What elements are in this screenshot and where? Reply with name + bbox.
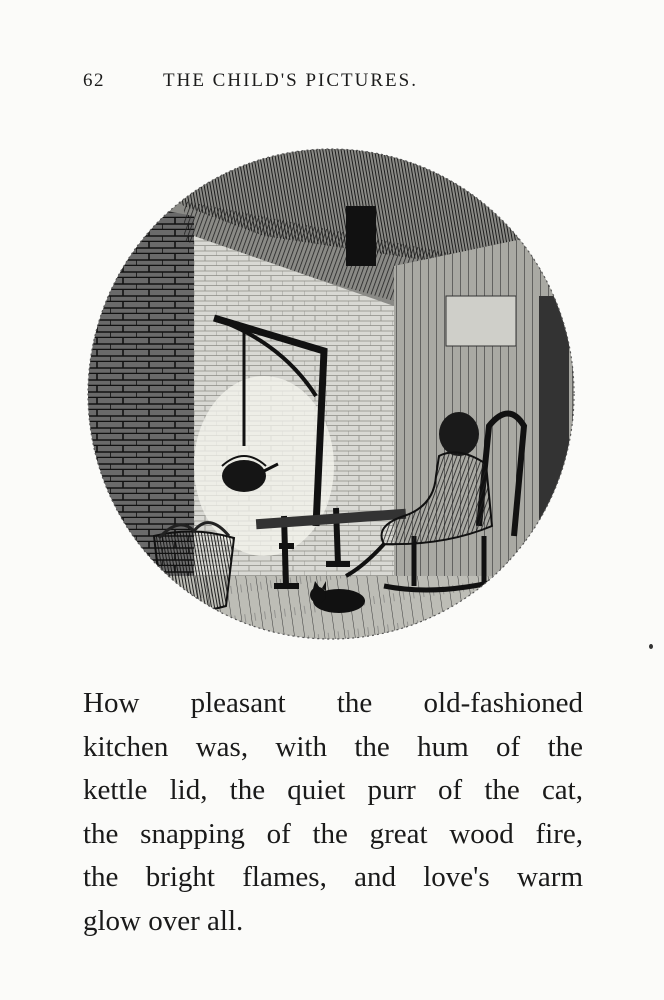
text-line: kitchen was, with the hum of the bbox=[83, 730, 583, 763]
text-line: How pleasant the old-fashioned bbox=[83, 687, 583, 719]
kitchen-illustration bbox=[84, 146, 584, 656]
body-paragraph bbox=[83, 682, 583, 943]
running-title: THE CHILD'S PICTURES. bbox=[163, 70, 418, 91]
page-number: 62 bbox=[83, 70, 105, 91]
text-line: the bright flames, and love's warm bbox=[83, 861, 583, 893]
fireside-kitchen-engraving-icon bbox=[84, 146, 584, 656]
text-line: kettle lid, the quiet purr of the cat, bbox=[83, 774, 583, 806]
page-header bbox=[83, 70, 513, 98]
text-line: glow over all. bbox=[83, 904, 244, 937]
paper-speck bbox=[649, 644, 653, 649]
text-line: the snapping of the great wood fire, bbox=[83, 817, 583, 850]
